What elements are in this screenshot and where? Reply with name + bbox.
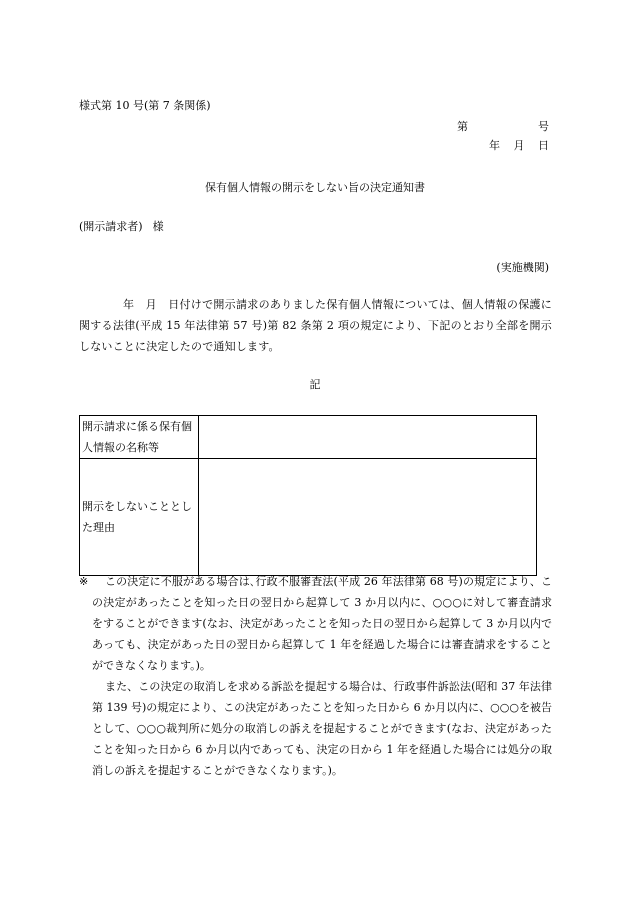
row-label-reason: 開示をしないこととした理由 [80,459,199,576]
table-row [80,416,537,459]
document-number-suffix: 号 [538,120,549,133]
ki-heading: 記 [309,378,321,391]
date-year: 年 [489,139,500,152]
row-value-reason [199,459,537,576]
table-row [80,459,537,576]
document-number [457,118,549,134]
date-day: 日 [538,139,549,152]
note-mark: ※ [79,575,89,588]
row-label-info-name: 開示請求に係る保有個人情報の名称等 [80,416,199,459]
document-date [489,137,549,153]
row-value-info-name [199,416,537,459]
addressee-honorific: 様 [152,220,164,233]
date-month: 月 [513,139,525,152]
form-number: 様式第 10 号(第 7 条関係) [79,99,211,112]
document-title: 保有個人情報の開示をしない旨の決定通知書 [205,181,425,194]
note-paragraph-appeal: この決定に不服がある場合は､行政不服審査法(平成 26 年法律第 68 号)の規定により、この決定があったことを知った日の翌日から起算して 3 か月以内に、○○○に対して審査請求をすることができます(なお、決定があったことを知った日の翌日から起算して 3 か月以内であっても、決定があった日の翌日から起算して 1 年を経過した場合には審査請求をすることができなくなります。)。 [92,575,552,672]
note-paragraph-lawsuit: また、この決定の取消しを求める訴訟を提起する場合は、行政事件訴訟法(昭和 37 年法律第 139 号)の規定により、この決定があったことを知った日から 6 か月以内に、○○○を被告として、○○○裁判所に処分の取消しの訴えを提起することができます(なお、決定があったことを知った日から 6 か月以内であっても、決定の日から 1 年を経過した場合には処分の取消しの訴えを提起することができなくなります。)。 [92,680,552,777]
notes-section [79,571,552,781]
body-paragraph: 年 月 日付けで開示請求のありました保有個人情報については、個人情報の保護に関する法律(平成 15 年法律第 57 号)第 82 条第 2 項の規定により、下記のとおり全部を開示しないことに決定したので通知します。 [79,298,552,353]
addressee [79,218,164,234]
agency-label: (実施機関) [496,261,549,274]
document-number-prefix: 第 [457,120,468,133]
decision-table [79,415,537,576]
addressee-label: (開示請求者) [79,220,143,233]
